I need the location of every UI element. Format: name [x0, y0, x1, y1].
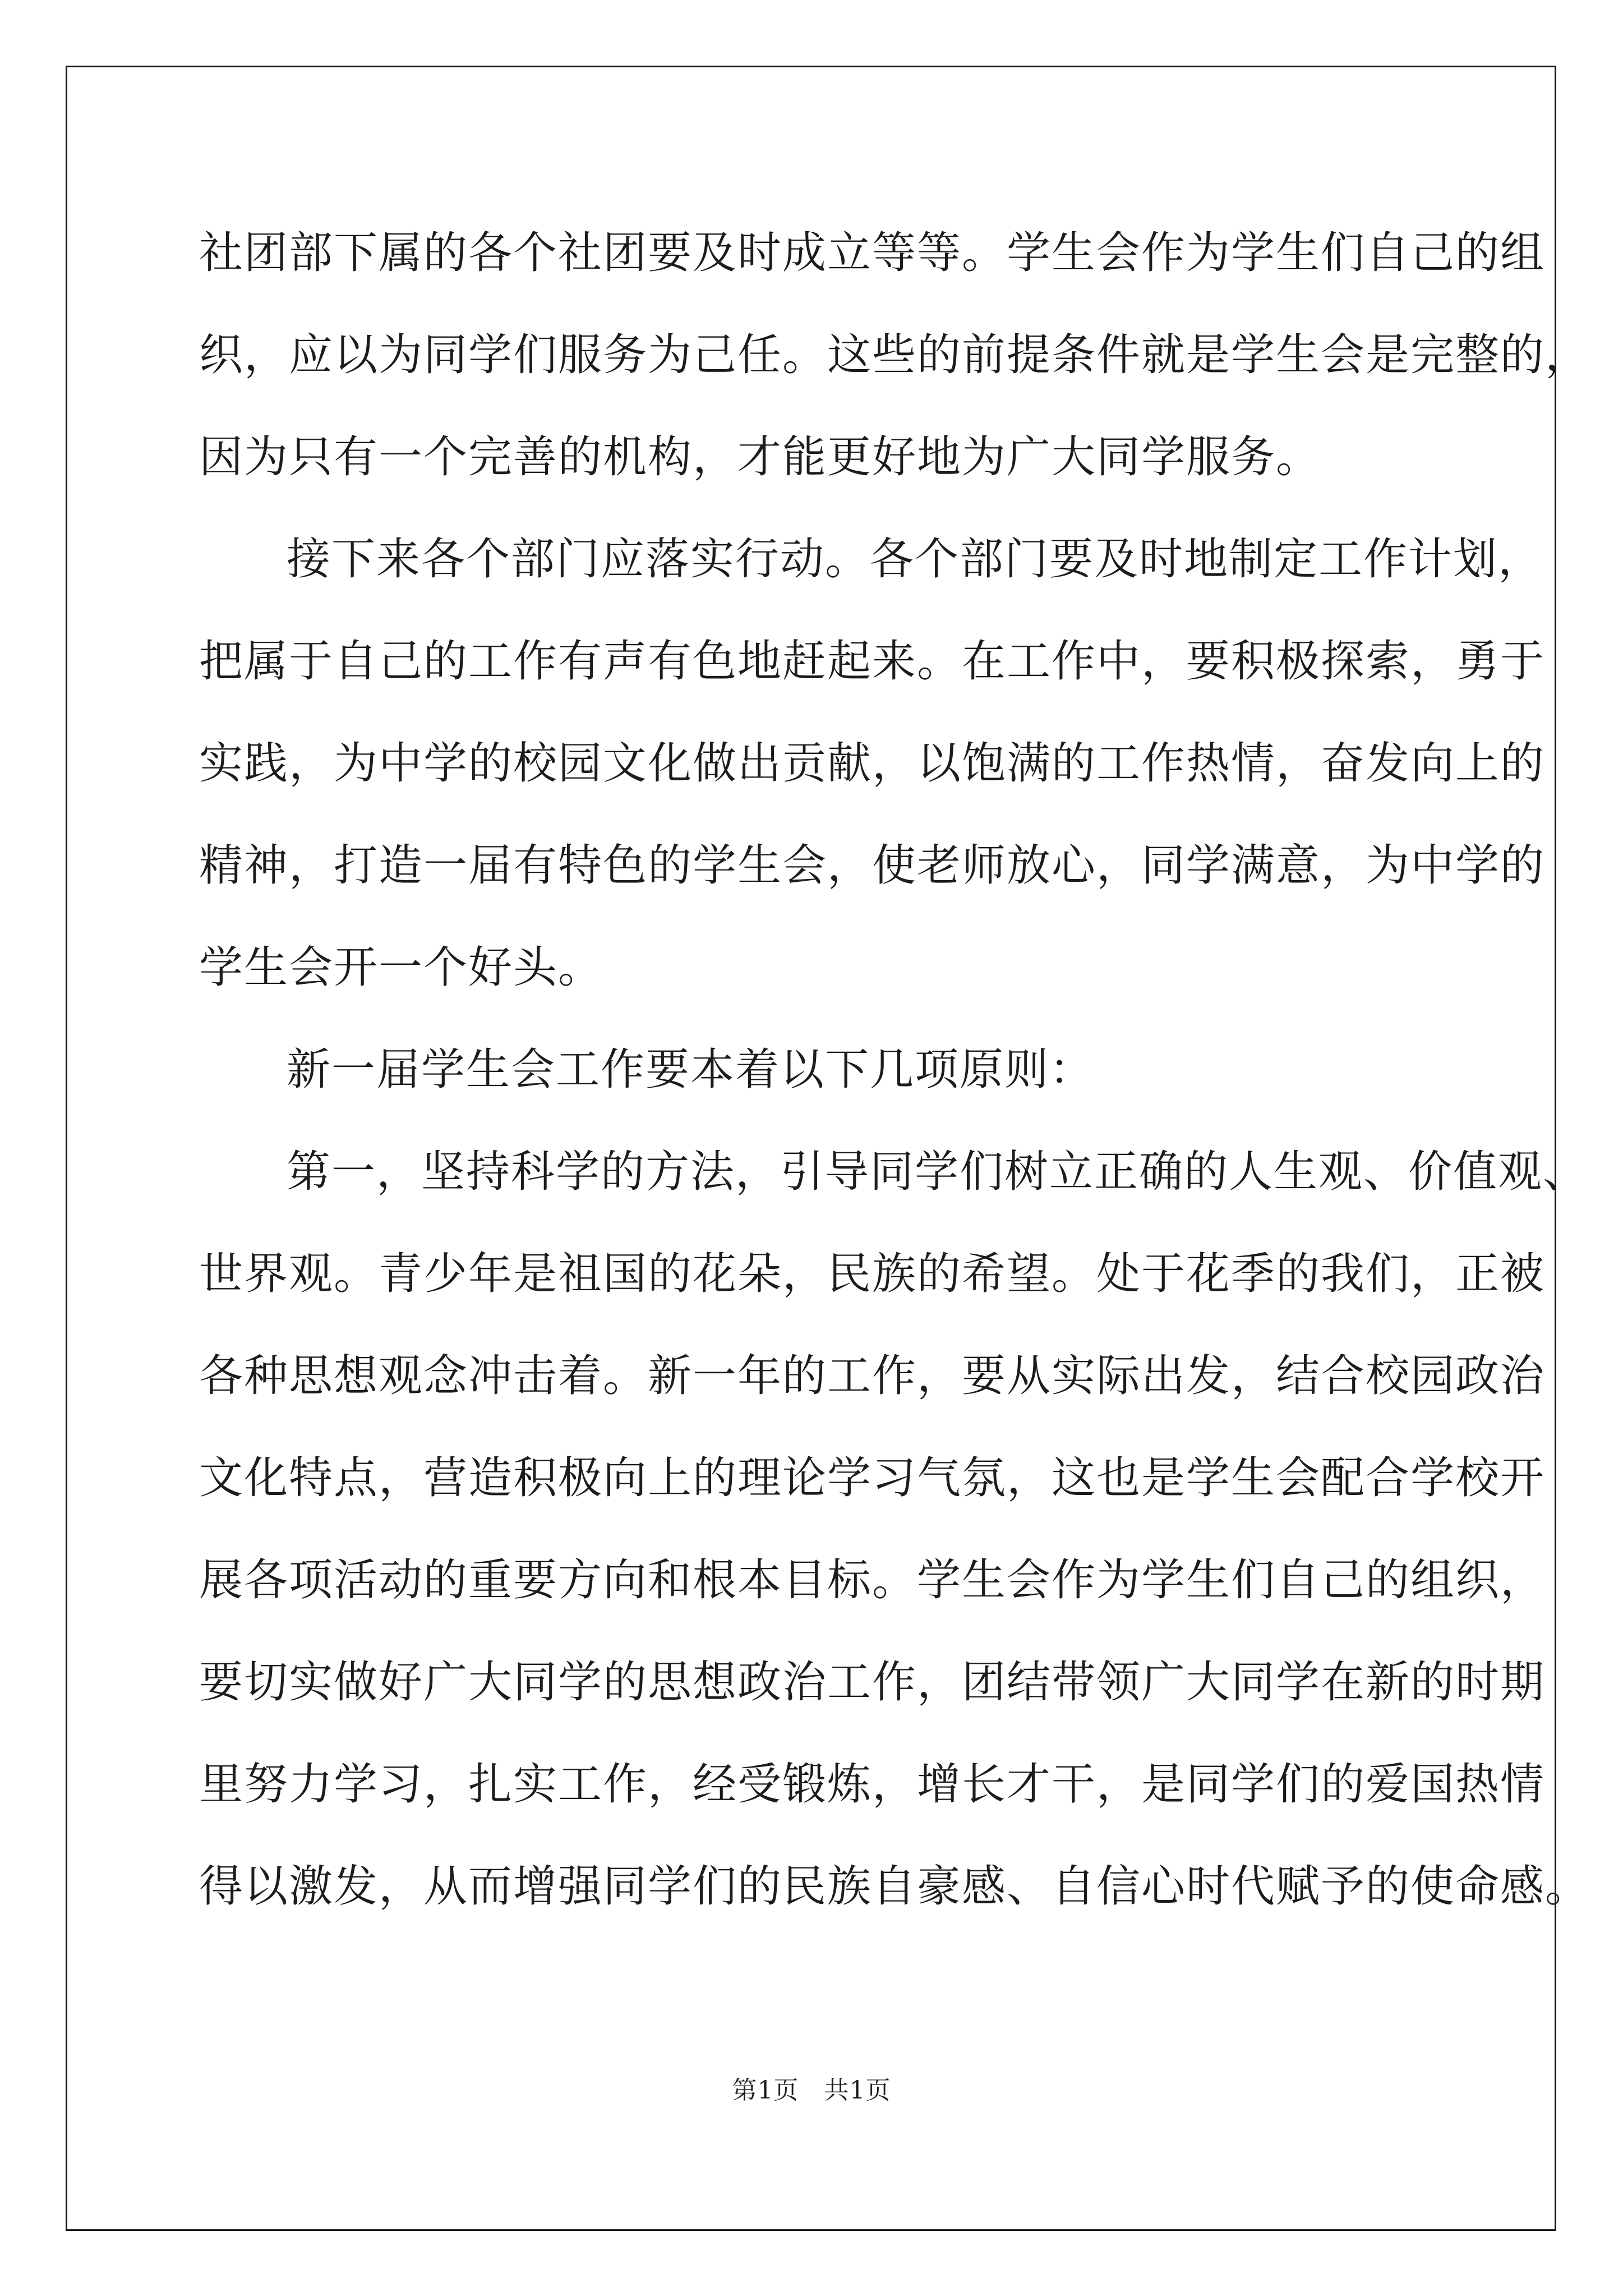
text-line: 展各项活动的重要方向和根本目标。学生会作为学生们自己的组织， — [199, 1555, 1546, 1605]
text-line: 里努力学习，扎实工作，经受锻炼，增长才干，是同学们的爱国热情 — [199, 1759, 1546, 1810]
text-line-paragraph-start: 新一届学生会工作要本着以下几项原则： — [287, 1045, 1095, 1095]
text-line-paragraph-start: 接下来各个部门应落实行动。各个部门要及时地制定工作计划， — [287, 534, 1543, 585]
text-line: 实践，为中学的校园文化做出贡献，以饱满的工作热情，奋发向上的 — [199, 738, 1546, 789]
text-line: 世界观。青少年是祖国的花朵，民族的希望。处于花季的我们，正被 — [199, 1249, 1546, 1299]
text-line: 精神，打造一届有特色的学生会，使老师放心，同学满意，为中学的 — [199, 840, 1546, 891]
text-line: 要切实做好广大同学的思想政治工作，团结带领广大同学在新的时期 — [199, 1657, 1546, 1708]
text-line: 因为只有一个完善的机构，才能更好地为广大同学服务。 — [199, 432, 1321, 482]
page-number-footer: 第1页 共1页 — [732, 2076, 891, 2105]
text-line-paragraph-start: 第一，坚持科学的方法，引导同学们树立正确的人生观、价值观、 — [287, 1147, 1588, 1197]
text-line: 文化特点，营造积极向上的理论学习气氛，这也是学生会配合学校开 — [199, 1453, 1546, 1503]
text-line: 各种思想观念冲击着。新一年的工作，要从实际出发，结合校园政治 — [199, 1351, 1546, 1401]
text-line: 织，应以为同学们服务为己任。这些的前提条件就是学生会是完整的， — [199, 330, 1590, 380]
document-body — [199, 202, 1590, 1938]
text-line: 学生会开一个好头。 — [199, 942, 603, 993]
text-line: 把属于自己的工作有声有色地赶起来。在工作中，要积极探索，勇于 — [199, 636, 1546, 687]
text-line: 得以激发，从而增强同学们的民族自豪感、自信心时代赋予的使命感。 — [199, 1861, 1590, 1912]
text-line: 社团部下属的各个社团要及时成立等等。学生会作为学生们自己的组 — [199, 228, 1546, 278]
